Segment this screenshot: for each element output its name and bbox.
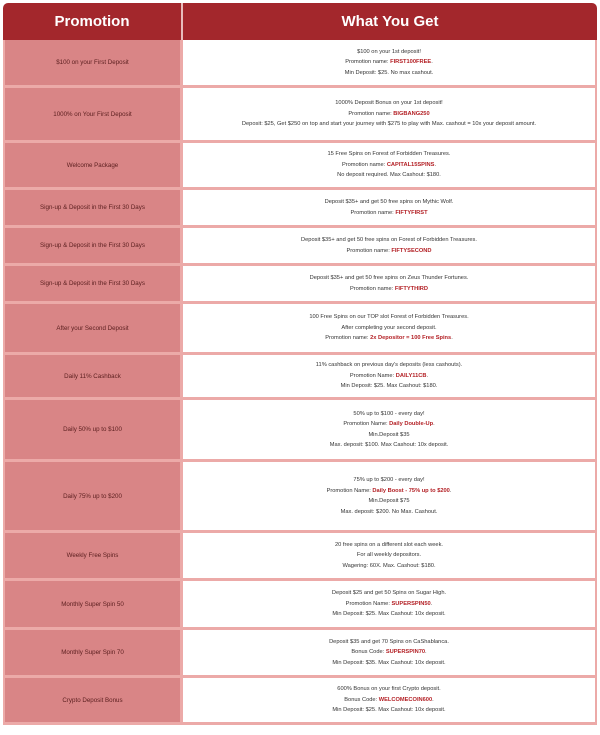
what-you-get-cell [183,228,595,263]
description-line [309,312,468,323]
promo-code: Daily Boost - 75% up to $200 [372,487,450,494]
promo-code: FIRST100FREE [390,59,432,66]
header-what-you-get: What You Get [341,13,439,30]
description-line [357,47,421,58]
table-row [3,190,597,228]
table-row [3,355,597,400]
promotion-cell: Welcome Package [5,143,183,187]
description-line [346,246,431,257]
table-row [3,304,597,355]
promo-code: CAPITAL15SPINS [386,161,435,168]
promotions-table [3,3,597,725]
description-text: Promotion name: [350,209,396,216]
description-text: No deposit required. Max Cashout: $180. [337,172,441,179]
description-line [368,496,409,507]
promotion-cell: Monthly Super Spin 50 [5,581,183,627]
description-line [350,371,428,382]
description-text: Bonus Code: [351,649,386,656]
description-line [337,170,441,181]
description-text: Min Deposit: $25. No max cashout. [344,69,434,76]
description-text: 75% up to $200 - every day! [353,477,425,483]
description-text: For all weekly depositors. [356,552,422,559]
promo-code: FIFTYSECOND [391,247,432,254]
description-line [341,381,438,392]
promo-code: 2x Depositor = 100 Free Spins [370,335,452,342]
description-text: . [430,600,433,607]
description-text: Min.Deposit $75 [368,498,410,504]
promo-code: Daily Double-Up [389,421,434,427]
description-text: $100 on your 1st deposit! [357,48,421,55]
promotion-cell: 1000% on Your First Deposit [5,88,183,140]
description-line [343,419,434,430]
description-text: . [434,161,437,168]
description-line [344,695,433,706]
what-you-get-cell [183,462,595,530]
promotion-cell: Daily 11% Cashback [5,355,183,397]
what-you-get-cell [183,88,595,140]
promo-code: FIFTYFIRST [395,209,428,216]
description-line [329,637,449,648]
description-text: 100 Free Spins on our TOP slot Forest of Forbidden Treasures. [309,314,469,321]
what-you-get-cell [183,678,595,722]
description-text: Deposit $35+ and get 50 free spins on Zeus Thunder Fortunes. [309,275,469,281]
description-line [353,475,424,486]
description-text: Min Deposit: $25. Max Cashout: 10x deposit. [332,611,446,618]
description-line [325,333,453,344]
what-you-get-cell [183,581,595,627]
description-line [325,197,454,208]
description-text: Deposit $35+ and get 50 free spins on Forest of Forbidden Treasures. [301,237,477,243]
description-text: Wagering: 60X. Max. Cashout: $180. [342,562,436,569]
promo-code: DAILY11CB [395,372,427,379]
description-line [348,109,429,120]
description-line [342,160,436,171]
description-line [316,360,462,371]
description-text: . [433,421,435,427]
description-text: . [451,335,453,342]
description-line [332,609,445,620]
table-row [3,581,597,630]
description-line [350,284,428,295]
promo-code: SUPERSPIN50 [391,600,431,607]
promotion-cell: Daily 50% up to $100 [5,400,183,459]
table-row [3,88,597,143]
description-text: Promotion name: [341,161,387,168]
description-line [337,684,440,695]
table-row [3,400,597,462]
description-line [346,599,433,610]
table-row [3,678,597,725]
what-you-get-cell [183,355,595,397]
promotion-cell: After your Second Deposit [5,304,183,352]
description-text: 15 Free Spins on Forest of Forbidden Treasures. [327,151,451,158]
description-text: . [432,696,434,703]
description-text: 11% cashback on previous day's deposits (less cashouts). [315,362,463,369]
description-text: . [425,649,427,656]
description-text: Deposit $35 and get 70 Spins on CaShablanca. [329,638,449,645]
description-line [341,323,436,334]
promotion-cell: Weekly Free Spins [5,533,183,578]
description-line [350,208,427,219]
promotion-cell: Sign-up & Deposit in the First 30 Days [5,266,183,301]
what-you-get-cell [183,630,595,675]
what-you-get-cell [183,40,595,85]
description-text: Max. deposit: $100. Max Cashout: 10x deposit. [329,442,449,448]
what-you-get-cell [183,304,595,352]
description-line [345,68,434,79]
description-text: Promotion Name: [345,600,392,607]
description-text: Bonus Code: [344,696,379,703]
table-row [3,630,597,678]
description-text: 1000% Deposit Bonus on your 1st deposit! [335,100,443,107]
description-line [335,98,443,109]
description-line [328,149,451,160]
description-line [242,119,536,130]
promotion-cell: Sign-up & Deposit in the First 30 Days [5,228,183,263]
description-line [335,540,443,551]
description-text: Promotion Name: [343,421,390,427]
description-text: Promotion name: [349,285,395,292]
description-text: Promotion Name: [326,487,373,494]
promotion-cell: Daily 75% up to $200 [5,462,183,530]
description-text: Max. deposit: $200. No Max. Cashout. [340,508,438,515]
what-you-get-cell [183,533,595,578]
description-line [342,561,435,572]
promotion-cell: Monthly Super Spin 70 [5,630,183,675]
table-header [3,3,597,40]
description-text: . [431,59,433,66]
promo-code: SUPERSPIN70 [385,649,426,656]
description-text: Promotion name: [346,247,392,254]
promo-code: WELCOMECOIN600 [378,696,433,703]
description-line [301,235,477,246]
description-text: Deposit $35+ and get 50 free spins on Mythic Wolf. [324,199,454,205]
promo-code: BIGBANG250 [393,110,430,117]
promotion-cell: $100 on your First Deposit [5,40,183,85]
description-text: Promotion name: [345,59,391,66]
table-row [3,266,597,304]
description-text: Promotion name: [325,335,371,342]
description-text: . [449,487,452,494]
description-text: 600% Bonus on your first Crypto deposit. [337,686,441,693]
description-line [353,409,424,420]
description-text: . [426,372,429,379]
promotion-cell: Sign-up & Deposit in the First 30 Days [5,190,183,225]
description-text: After completing your second deposit. [341,324,437,331]
description-text: Deposit $25 and get 50 Spins on Sugar High. [331,590,447,597]
description-line [341,507,438,518]
description-line [332,588,446,599]
description-text: Promotion name: [348,110,394,117]
promotion-cell: Crypto Deposit Bonus [5,678,183,722]
table-body [3,40,597,725]
what-you-get-cell [183,266,595,301]
description-text: Min Deposit: $35. Max Cashout: 10x deposit. [332,659,446,666]
table-row [3,228,597,266]
description-line [332,705,445,716]
description-text: Min.Deposit $35 [368,431,410,438]
description-line [368,430,409,441]
description-text: 50% up to $100 - every day! [353,410,425,417]
table-row [3,143,597,190]
description-text: Deposit: $25, Get $250 on top and start your journey with $275 to play with Max. cashout = 10x your deposit amount. [241,121,537,128]
header-promotion: Promotion [3,3,183,40]
description-text: Min Deposit: $25. Max Cashout: 10x deposit. [332,707,446,714]
description-text: Promotion Name: [349,372,396,379]
table-row [3,40,597,88]
description-line [330,440,449,451]
what-you-get-cell [183,400,595,459]
table-row [3,462,597,533]
description-line [357,550,421,561]
description-text: Min Deposit: $25. Max Cashout: $180. [340,383,438,390]
description-line [345,57,433,68]
description-line [332,658,445,669]
promo-code: FIFTYTHIRD [394,285,429,292]
what-you-get-cell [183,190,595,225]
description-line [327,486,452,497]
description-line [310,273,469,284]
description-text: 20 free spins on a different slot each week. [334,541,444,548]
what-you-get-cell [183,143,595,187]
table-row [3,533,597,581]
description-line [351,647,426,658]
